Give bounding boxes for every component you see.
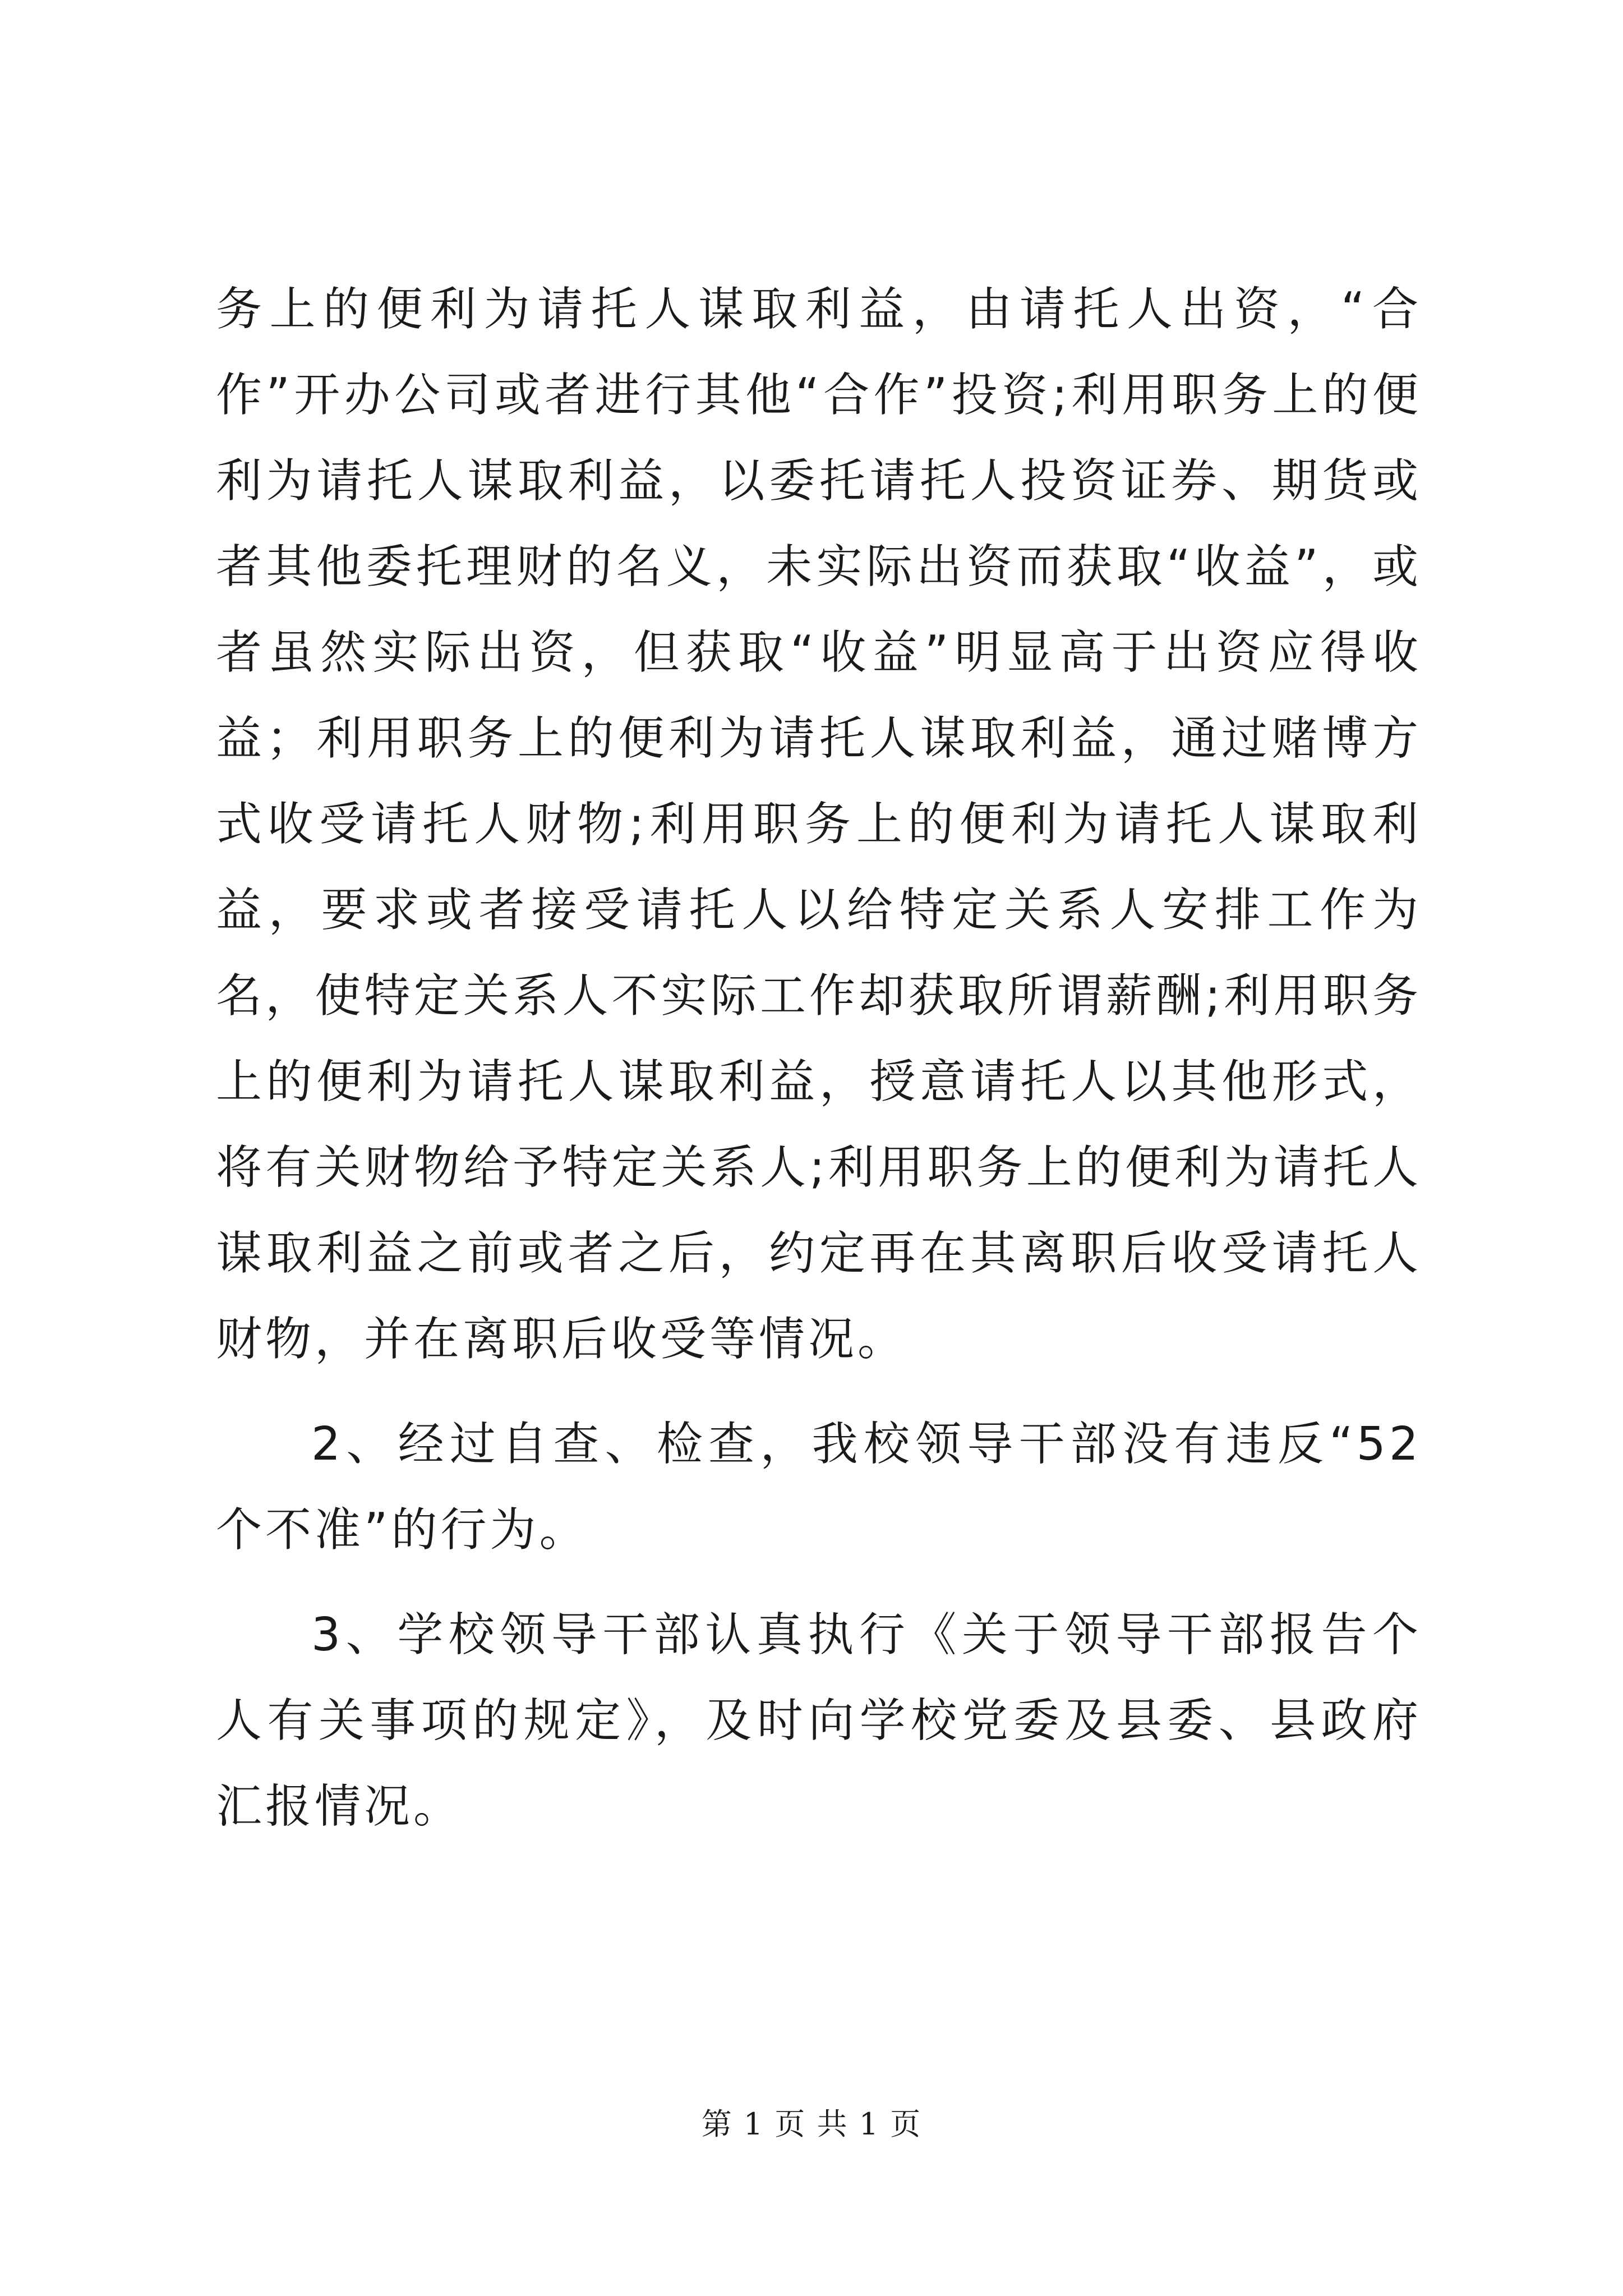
page-footer: 第 1 页 共 1 页 bbox=[701, 2106, 922, 2142]
paragraph-continuation: 务上的便利为请托人谋取利益，由请托人出资，“合作”开办公司或者进行其他“合作”投资;利用职务上的便利为请托人谋取利益，以委托请托人投资证券、期货或者其他委托理财的名义，未实际出资而获取“收益”，或者虽然实际出资，但获取“收益”明显高于出资应得收益；利用职务上的便利为请托人谋取利益，通过赌博方式收受请托人财物;利用职务上的便利为请托人谋取利益，要求或者接受请托人以给特定关系人安排工作为名，使特定关系人不实际工作却获取所谓薪酬;利用职务上的便利为请托人谋取利益，授意请托人以其他形式，将有关财物给予特定关系人;利用职务上的便利为请托人谋取利益之前或者之后，约定再在其离职后收受请托人财物，并在离职后收受等情况。 bbox=[216, 283, 1422, 1366]
paragraph-item-3: 3、学校领导干部认真执行《关于领导干部报告个人有关事项的规定》，及时向学校党委及县委、县政府汇报情况。 bbox=[216, 1608, 1422, 1833]
document-body bbox=[216, 266, 1422, 1849]
paragraph-item-2: 2、经过自查、检查，我校领导干部没有违反“52个不准”的行为。 bbox=[216, 1418, 1422, 1557]
